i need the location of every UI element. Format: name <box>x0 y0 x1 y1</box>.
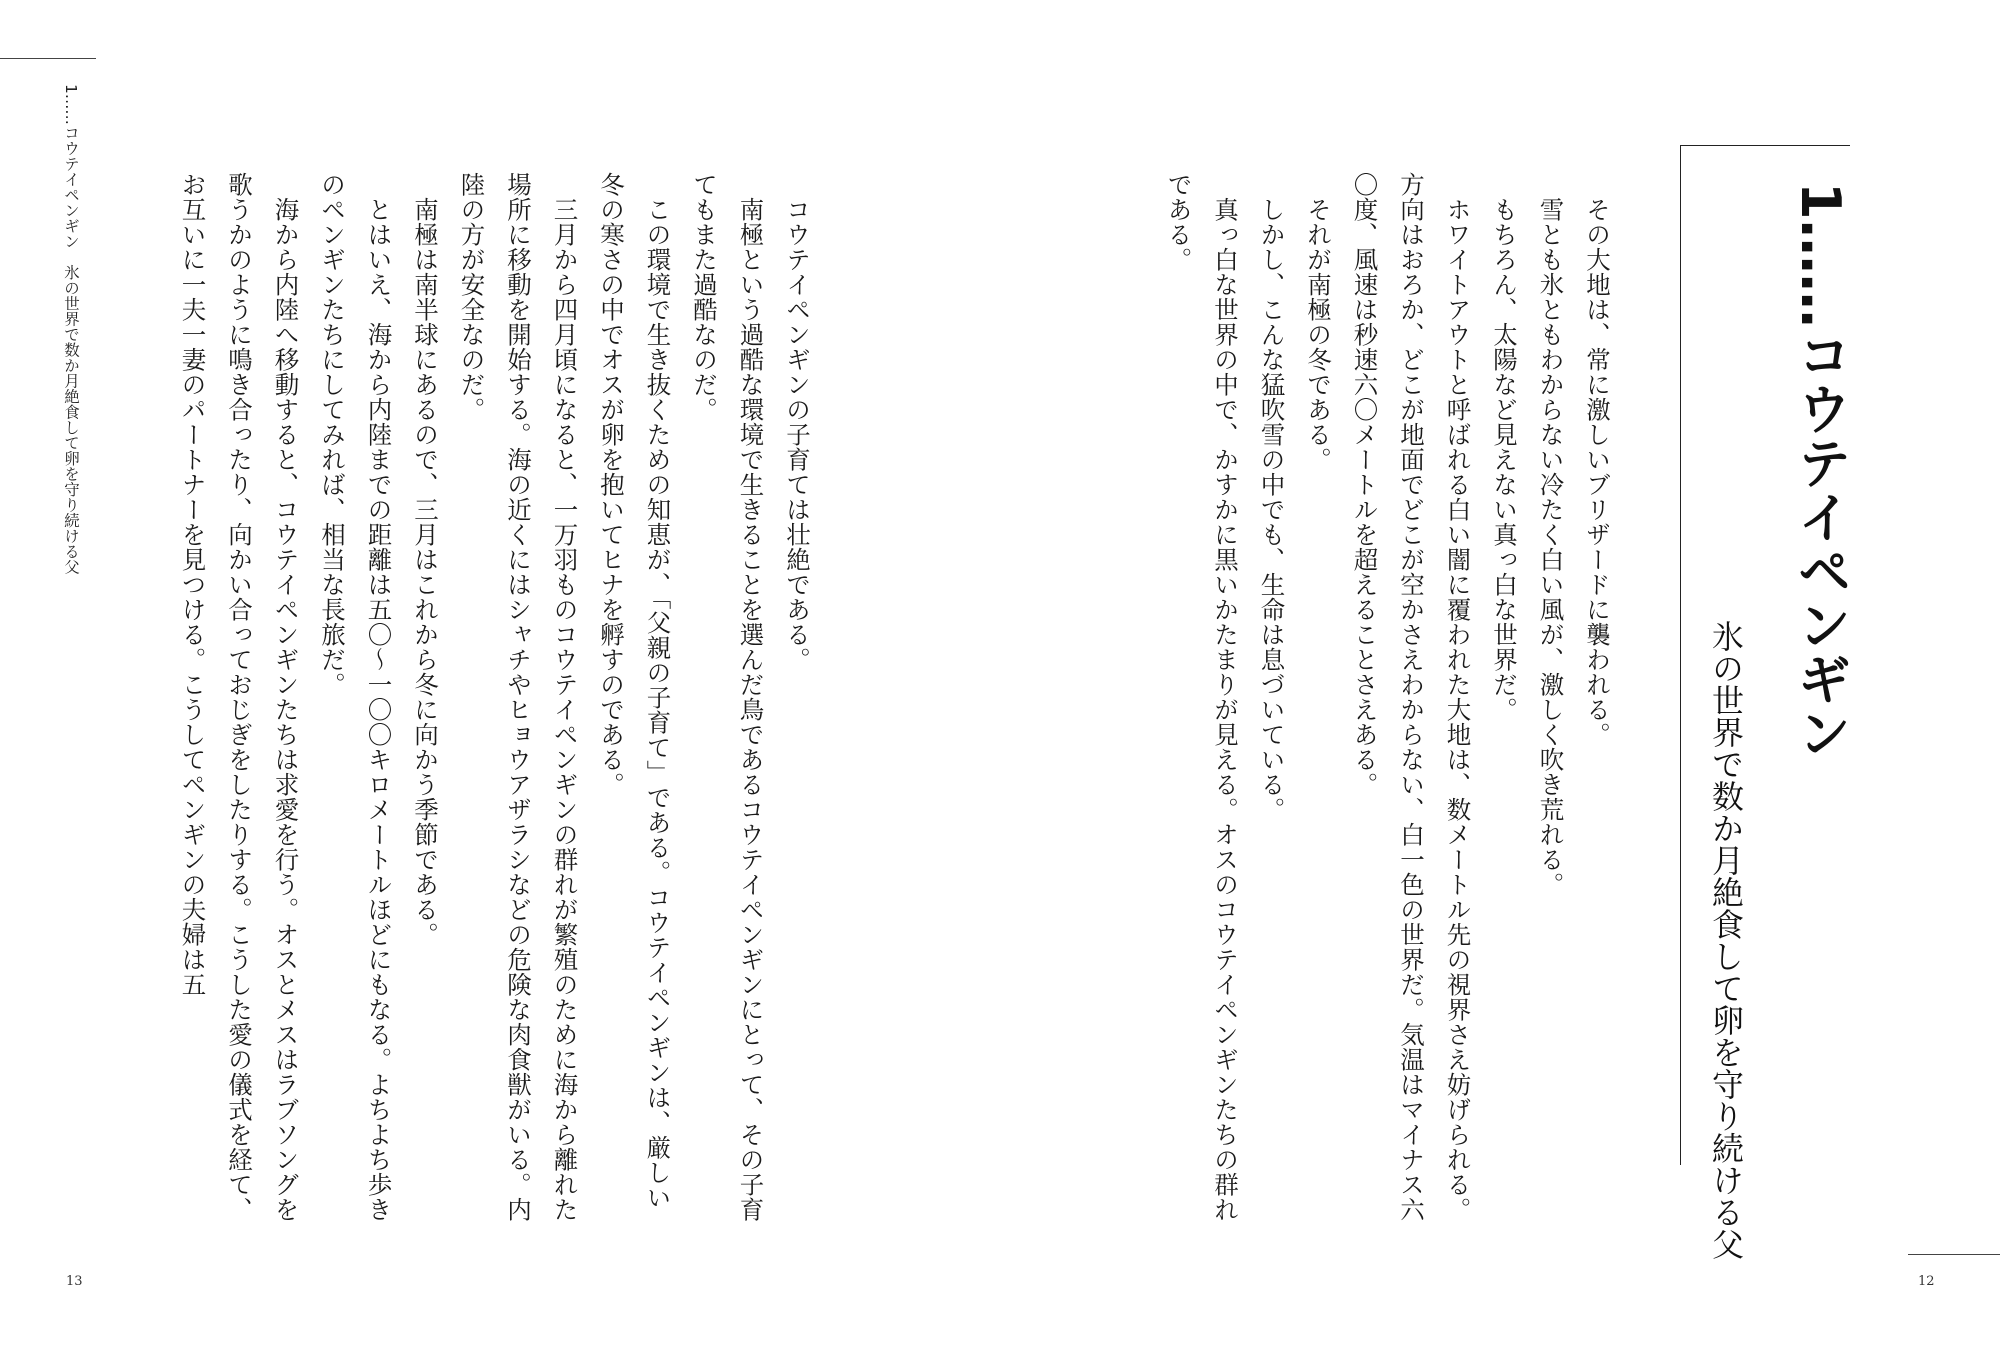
body-paragraph: 南極という過酷な環境で生きることを選んだ鳥であるコウテイペンギンにとって、その子育てもまた過酷なのだ。 <box>690 172 766 1222</box>
body-paragraph: もちろん、太陽など見えない真っ白な世界だ。 <box>1490 196 1519 722</box>
body-paragraph: それが南極の冬である。 <box>1304 196 1333 472</box>
chapter-title: 1……コウテイペンギン <box>1789 182 1852 760</box>
body-paragraph: 雪とも氷ともわからない冷たく白い風が、激しく吹き荒れる。 <box>1536 196 1566 897</box>
right-page-body <box>1150 172 1620 1232</box>
body-paragraph: 三月から四月頃になると、一万羽ものコウテイペンギンの群れが繁殖のために海から離れた場所に移動を開始する。海の近くにはシャチやヒョウアザラシなどの危険な肉食獣がいる。内陸の方が安全なのだ。 <box>457 172 580 1222</box>
running-head-rule <box>0 58 96 59</box>
body-paragraph: 海から内陸へ移動すると、コウテイペンギンたちは求愛を行う。オスとメスはラブソングを歌うかのように鳴き合ったり、向かい合っておじぎをしたりする。こうした愛の儀式を経て、お互いに一夫一妻のパートナーを見つける。こうしてペンギンの夫婦は五 <box>178 172 301 1222</box>
chapter-subtitle: 氷の世界で数か月絶食して卵を守り続ける父 <box>1707 620 1745 1260</box>
body-paragraph: 真っ白な世界の中で、かすかに黒いかたまりが見える。オスのコウテイペンギンたちの群れである。 <box>1164 172 1240 1222</box>
body-paragraph: この環境で生き抜くための知恵が、「父親の子育て」である。コウテイペンギンは、厳しい冬の寒さの中でオスが卵を抱いてヒナを孵すのである。 <box>597 172 673 1210</box>
body-paragraph: その大地は、常に激しいブリザードに襲われる。 <box>1583 196 1612 747</box>
folio-rule <box>1908 1254 2000 1255</box>
body-paragraph: コウテイペンギンの子育ては壮絶である。 <box>783 196 812 672</box>
body-paragraph: しかし、こんな猛吹雪の中でも、生命は息づいている。 <box>1257 196 1287 822</box>
left-page-body <box>140 172 820 1232</box>
page-number-right: 12 <box>1918 1274 1935 1289</box>
page-number-left: 13 <box>66 1274 83 1289</box>
body-paragraph: ホワイトアウトと呼ばれる白い闇に覆われた大地は、数メートル先の視界さえ妨げられる。方向はおろか、どこが地面でどこが空かさえわからない、白一色の世界だ。気温はマイナス六〇度、風速は秒速六〇メートルを超えることさえある。 <box>1350 172 1473 1222</box>
body-paragraph: とはいえ、海から内陸までの距離は五〇～一〇〇キロメートルほどにもなる。よちよち歩きのペンギンたちにしてみれば、相当な長旅だ。 <box>318 172 394 1222</box>
running-head: 1……コウテイペンギン 氷の世界で数か月絶食して卵を守り続ける父 <box>62 84 80 575</box>
body-paragraph: 南極は南半球にあるので、三月はこれから冬に向かう季節である。 <box>411 196 440 947</box>
